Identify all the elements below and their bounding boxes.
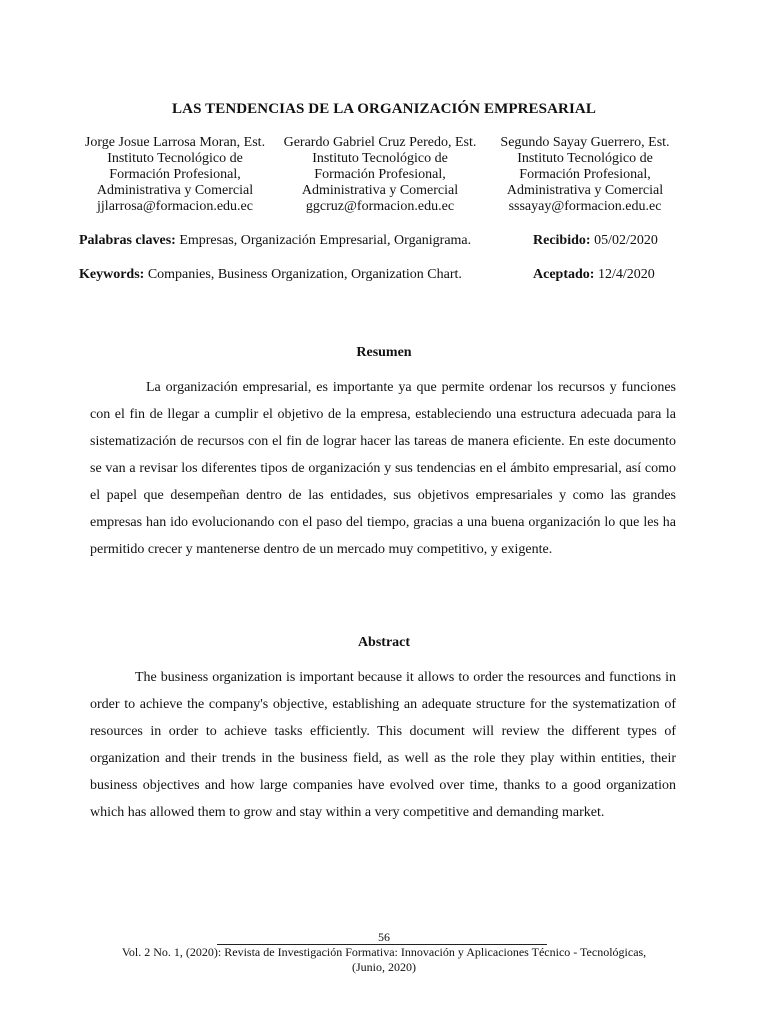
- paper-title: LAS TENDENCIAS DE LA ORGANIZACIÓN EMPRESARIAL: [172, 101, 596, 117]
- journal-citation: Vol. 2 No. 1, (2020): Revista de Investigación Formativa: Innovación y Aplicaciones Técnico - Tecnológicas,: [121, 945, 647, 959]
- author-1: [70, 135, 280, 215]
- page-number: 56: [378, 930, 390, 944]
- author-institution-line: Instituto Tecnológico de: [107, 151, 243, 166]
- author-institution-line: Administrativa y Comercial: [506, 183, 664, 198]
- author-institution-line: Administrativa y Comercial: [301, 183, 459, 198]
- author-email: ggcruz@formacion.edu.ec: [305, 199, 455, 214]
- resumen-paragraph: La organización empresarial, es importante ya que permite ordenar los recursos y funciones con el fin de llegar a cumplir el objetivo de la empresa, estableciendo una estructura adecuada para la sistematización de recursos con el fin de lograr hacer las tareas de manera eficiente. En este documento se van a revisar los diferentes tipos de organización y sus tendencias en el ámbito empresarial, así como el papel que desempeñan dentro de las entidades, sus objetivos empresariales y como las grandes empresas han ido evolucionando con el paso del tiempo, gracias a una buena organización lo que les ha permitido crecer y mantenerse dentro de un mercado muy competitivo, y exigente.: [90, 380, 676, 557]
- keywords-es-value: Empresas, Organización Empresarial, Organigrama.: [175, 233, 472, 248]
- page-footer: [0, 930, 768, 975]
- author-2: [275, 135, 485, 215]
- author-email: jjlarrosa@formacion.edu.ec: [97, 199, 253, 214]
- journal-date: (Junio, 2020): [352, 960, 416, 974]
- author-email: sssayay@formacion.edu.ec: [508, 199, 662, 214]
- accepted-date: [533, 267, 655, 283]
- accepted-label: Aceptado:: [533, 267, 595, 282]
- author-institution-line: Administrativa y Comercial: [96, 183, 254, 198]
- abstract-heading: Abstract: [357, 635, 411, 650]
- keywords-en-value: Companies, Business Organization, Organization Chart.: [144, 267, 462, 282]
- accepted-value: 12/4/2020: [594, 267, 655, 282]
- author-institution-line: Formación Profesional,: [519, 167, 651, 182]
- resumen-heading: Resumen: [356, 345, 412, 360]
- keywords-es-row: [79, 233, 699, 249]
- received-value: 05/02/2020: [590, 233, 658, 248]
- received-label: Recibido:: [533, 233, 591, 248]
- author-name: Gerardo Gabriel Cruz Peredo, Est.: [283, 135, 477, 150]
- author-institution-line: Formación Profesional,: [109, 167, 241, 182]
- author-name: Jorge Josue Larrosa Moran, Est.: [84, 135, 266, 150]
- author-3: [480, 135, 690, 215]
- keywords-en-label: Keywords:: [79, 267, 145, 282]
- author-institution-line: Instituto Tecnológico de: [517, 151, 653, 166]
- keywords-en-row: [79, 267, 699, 283]
- keywords-es-label: Palabras claves:: [79, 233, 176, 248]
- author-institution-line: Instituto Tecnológico de: [312, 151, 448, 166]
- abstract-paragraph: The business organization is important because it allows to order the resources and functions in order to achieve the company's objective, establishing an adequate structure for the systematization of resources in order to achieve tasks efficiently. This document will review the different types of organization and their trends in the business field, as well as the role they play within entities, their business objectives and how large companies have evolved over time, thanks to a good organization which has allowed them to grow and stay within a very competitive and demanding market.: [90, 670, 676, 820]
- received-date: [533, 233, 658, 249]
- author-institution-line: Formación Profesional,: [314, 167, 446, 182]
- author-name: Segundo Sayay Guerrero, Est.: [500, 135, 670, 150]
